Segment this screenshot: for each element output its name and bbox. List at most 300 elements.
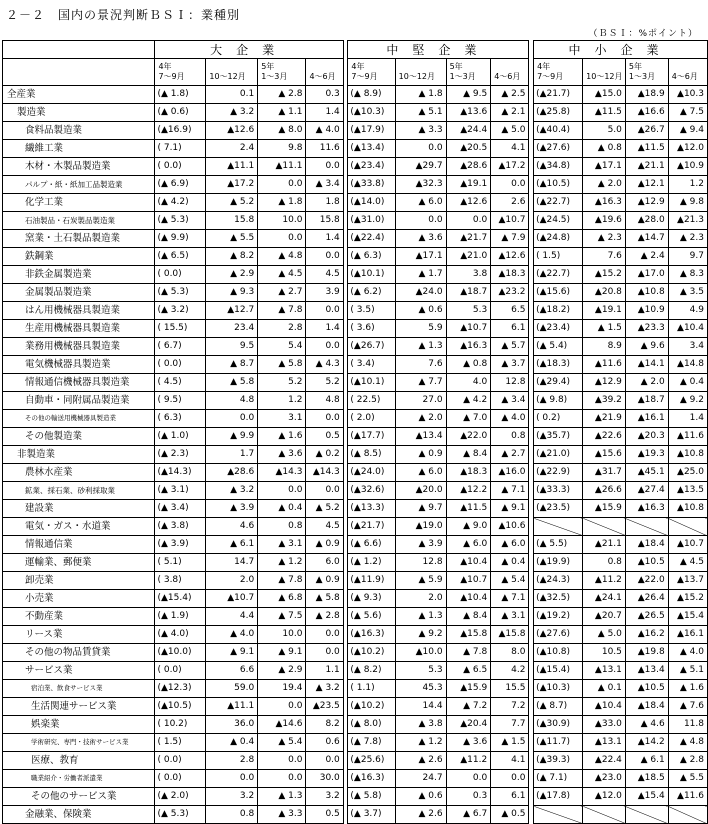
bsi-value: (▲10.2) (348, 644, 395, 662)
bsi-value: 0.0 (446, 770, 491, 788)
bsi-value: ▲ 5.5 (668, 770, 707, 788)
bsi-value: ▲ 9.8 (668, 194, 707, 212)
bsi-value: (▲24.3) (534, 572, 583, 590)
bsi-value: ▲10.7 (446, 320, 491, 338)
bsi-value: ▲14.7 (625, 230, 668, 248)
bsi-value: ▲ 1.3 (395, 608, 446, 626)
bsi-value: ▲ 5.1 (395, 104, 446, 122)
bsi-value: ▲ 5.2 (206, 194, 258, 212)
bsi-value: ▲15.9 (446, 680, 491, 698)
bsi-value: (▲33.3) (534, 482, 583, 500)
bsi-value: ▲ 0.4 (258, 500, 306, 518)
bsi-value: ▲18.5 (625, 770, 668, 788)
bsi-value: ▲19.6 (583, 212, 626, 230)
bsi-value: ▲24.0 (395, 284, 446, 302)
table-row (3, 500, 708, 518)
bsi-value (668, 518, 707, 536)
bsi-value: ( 0.0) (155, 356, 206, 374)
corner-cell (3, 41, 155, 59)
bsi-value: ▲ 3.3 (395, 122, 446, 140)
bsi-value: (▲10.1) (348, 266, 395, 284)
bsi-value: ▲31.7 (583, 464, 626, 482)
industry-name: 化学工業 (3, 194, 155, 212)
bsi-value: 1.4 (668, 410, 707, 428)
industry-name: 生産用機械器具製造業 (3, 320, 155, 338)
bsi-value: 6.6 (206, 662, 258, 680)
bsi-value: 1.2 (258, 392, 306, 410)
bsi-value: 7.2 (491, 698, 529, 716)
bsi-value: 30.0 (306, 770, 343, 788)
bsi-value: ▲20.3 (625, 428, 668, 446)
bsi-value: (▲ 7.8) (348, 734, 395, 752)
bsi-value: (▲ 3.8) (155, 518, 206, 536)
bsi-value: ▲23.5 (306, 698, 343, 716)
bsi-value: ▲ 2.8 (668, 752, 707, 770)
bsi-value: 11.6 (306, 140, 343, 158)
bsi-value: ▲14.3 (258, 464, 306, 482)
bsi-value: ▲ 9.1 (491, 500, 529, 518)
bsi-value (583, 806, 626, 824)
group-medium: 中堅企業 (348, 41, 529, 59)
bsi-value: ▲ 4.0 (206, 626, 258, 644)
table-row (3, 284, 708, 302)
bsi-value: ▲ 5.1 (668, 662, 707, 680)
bsi-value: ▲ 6.1 (206, 536, 258, 554)
bsi-value: ▲22.4 (583, 752, 626, 770)
industry-name: 宿泊業、飲食サービス業 (3, 680, 155, 698)
bsi-value: ▲ 2.6 (395, 806, 446, 824)
bsi-value: 11.8 (668, 716, 707, 734)
bsi-value: ▲23.3 (625, 320, 668, 338)
bsi-value (534, 806, 583, 824)
bsi-value: ▲ 7.1 (491, 590, 529, 608)
table-row (3, 752, 708, 770)
bsi-value: (▲24.8) (534, 230, 583, 248)
bsi-value: (▲32.5) (534, 590, 583, 608)
bsi-value: (▲ 5.5) (534, 536, 583, 554)
bsi-value: ( 0.0) (155, 158, 206, 176)
bsi-value: ▲ 6.7 (446, 806, 491, 824)
bsi-value: ▲21.1 (625, 158, 668, 176)
bsi-value: (▲ 8.2) (348, 662, 395, 680)
bsi-value: ▲ 9.1 (206, 644, 258, 662)
bsi-value: (▲26.7) (348, 338, 395, 356)
bsi-value: ▲13.1 (583, 734, 626, 752)
bsi-value: ▲17.0 (625, 266, 668, 284)
bsi-value: 0.0 (395, 140, 446, 158)
bsi-value: ▲ 9.2 (668, 392, 707, 410)
bsi-value: ▲ 2.7 (491, 446, 529, 464)
bsi-value: ▲12.2 (446, 482, 491, 500)
bsi-value: ▲ 8.7 (206, 356, 258, 374)
industry-name: リース業 (3, 626, 155, 644)
bsi-value: 0.0 (306, 248, 343, 266)
industry-name: はん用機械器具製造業 (3, 302, 155, 320)
bsi-value: ▲ 3.3 (258, 806, 306, 824)
period-header: 5年 1～3月 (446, 59, 491, 86)
bsi-value (534, 518, 583, 536)
bsi-value: 1.4 (306, 230, 343, 248)
bsi-value: (▲27.6) (534, 626, 583, 644)
bsi-value: 3.1 (258, 410, 306, 428)
bsi-value: ▲12.6 (446, 194, 491, 212)
bsi-value: (▲ 5.8) (348, 788, 395, 806)
bsi-value: ▲ 4.8 (258, 248, 306, 266)
bsi-value: ▲20.5 (446, 140, 491, 158)
bsi-value: 7.6 (583, 248, 626, 266)
bsi-value: (▲10.1) (348, 374, 395, 392)
bsi-value: ▲13.7 (668, 572, 707, 590)
bsi-value: ▲11.5 (583, 104, 626, 122)
bsi-value: 9.7 (668, 248, 707, 266)
bsi-value: ▲13.1 (583, 662, 626, 680)
bsi-value: ▲ 5.4 (491, 572, 529, 590)
bsi-value: ▲ 9.7 (395, 500, 446, 518)
bsi-value: ▲10.8 (668, 500, 707, 518)
industry-name: 卸売業 (3, 572, 155, 590)
bsi-value: ▲ 8.4 (446, 608, 491, 626)
bsi-value: 0.0 (306, 158, 343, 176)
bsi-value: (▲ 3.4) (155, 500, 206, 518)
period-header: 4～6月 (668, 59, 707, 86)
bsi-value: (▲ 8.7) (534, 698, 583, 716)
bsi-value: (▲35.7) (534, 428, 583, 446)
bsi-value (625, 518, 668, 536)
industry-name: 非製造業 (3, 446, 155, 464)
bsi-value: ▲12.0 (583, 788, 626, 806)
bsi-value: ▲ 3.6 (446, 734, 491, 752)
bsi-value: ▲21.0 (446, 248, 491, 266)
bsi-value: 14.4 (395, 698, 446, 716)
bsi-value: ▲ 7.2 (446, 698, 491, 716)
bsi-value: ▲ 8.2 (206, 248, 258, 266)
bsi-value: ( 3.6) (348, 320, 395, 338)
bsi-value: 2.4 (206, 140, 258, 158)
bsi-value: ▲ 2.9 (258, 662, 306, 680)
table-row (3, 590, 708, 608)
bsi-value: ▲10.4 (446, 590, 491, 608)
bsi-value: 0.0 (258, 752, 306, 770)
bsi-value: ( 4.5) (155, 374, 206, 392)
table-row (3, 662, 708, 680)
bsi-value: (▲10.8) (534, 644, 583, 662)
bsi-value: ▲21.3 (668, 212, 707, 230)
industry-name: サービス業 (3, 662, 155, 680)
bsi-value: (▲15.4) (534, 662, 583, 680)
bsi-value: ▲28.0 (625, 212, 668, 230)
table-row (3, 572, 708, 590)
bsi-value: 0.0 (306, 410, 343, 428)
bsi-value: (▲23.4) (348, 158, 395, 176)
period-header: 5年 1～3月 (258, 59, 306, 86)
table-row (3, 176, 708, 194)
bsi-value: ▲14.6 (258, 716, 306, 734)
bsi-value: 0.0 (306, 482, 343, 500)
bsi-value: ▲ 2.5 (491, 86, 529, 104)
bsi-value: (▲24.5) (534, 212, 583, 230)
bsi-value: ▲26.5 (625, 608, 668, 626)
bsi-value: ▲10.9 (668, 158, 707, 176)
bsi-value: (▲12.3) (155, 680, 206, 698)
bsi-value: 4.5 (306, 266, 343, 284)
bsi-value: ▲ 2.0 (583, 176, 626, 194)
bsi-value: (▲ 9.8) (534, 392, 583, 410)
bsi-value: (▲10.5) (534, 176, 583, 194)
bsi-value: 1.8 (306, 194, 343, 212)
bsi-value: ▲10.8 (625, 284, 668, 302)
bsi-value: ▲ 2.3 (583, 230, 626, 248)
bsi-value: ▲ 1.5 (491, 734, 529, 752)
bsi-value: ▲ 2.0 (395, 410, 446, 428)
bsi-value: ▲32.3 (395, 176, 446, 194)
bsi-value: 23.4 (206, 320, 258, 338)
bsi-value: ▲ 7.0 (446, 410, 491, 428)
bsi-value: (▲ 7.1) (534, 770, 583, 788)
bsi-value: ▲15.4 (625, 788, 668, 806)
bsi-value: ▲28.6 (206, 464, 258, 482)
bsi-value: ▲ 3.8 (395, 716, 446, 734)
table-row (3, 374, 708, 392)
bsi-value: ▲24.1 (583, 590, 626, 608)
bsi-value: (▲23.4) (534, 320, 583, 338)
bsi-value: ▲33.0 (583, 716, 626, 734)
bsi-value: ▲19.1 (583, 302, 626, 320)
bsi-value: ▲ 7.6 (668, 698, 707, 716)
bsi-value: 0.0 (306, 302, 343, 320)
bsi-value: 9.8 (258, 140, 306, 158)
bsi-value: (▲ 5.6) (348, 608, 395, 626)
bsi-value: ▲ 6.1 (625, 752, 668, 770)
bsi-value: 3.2 (306, 788, 343, 806)
bsi-value: ▲39.2 (583, 392, 626, 410)
bsi-value: ▲26.7 (625, 122, 668, 140)
industry-name: 医療、教育 (3, 752, 155, 770)
bsi-value: ▲ 9.2 (395, 626, 446, 644)
bsi-value: ▲ 5.8 (258, 356, 306, 374)
bsi-value: 6.1 (491, 788, 529, 806)
bsi-value: ▲ 8.3 (668, 266, 707, 284)
industry-name: 窯業・土石製品製造業 (3, 230, 155, 248)
bsi-value: ▲11.2 (583, 572, 626, 590)
bsi-value: ▲16.3 (446, 338, 491, 356)
bsi-value: ▲ 0.5 (491, 806, 529, 824)
bsi-value: (▲13.4) (348, 140, 395, 158)
bsi-value: 36.0 (206, 716, 258, 734)
industry-name: 小売業 (3, 590, 155, 608)
bsi-value: (▲ 1.0) (155, 428, 206, 446)
bsi-value: (▲18.2) (534, 302, 583, 320)
bsi-value: ▲ 6.8 (258, 590, 306, 608)
bsi-value (583, 518, 626, 536)
table-row (3, 104, 708, 122)
bsi-value: ▲19.1 (446, 176, 491, 194)
bsi-value: 0.5 (306, 428, 343, 446)
bsi-value: 10.5 (583, 644, 626, 662)
bsi-value: ▲ 0.8 (583, 140, 626, 158)
bsi-value: (▲25.8) (534, 104, 583, 122)
table-row (3, 140, 708, 158)
bsi-value: 5.2 (258, 374, 306, 392)
bsi-value: 12.8 (395, 554, 446, 572)
bsi-value: (▲ 3.7) (348, 806, 395, 824)
bsi-value: ▲11.1 (206, 698, 258, 716)
bsi-value: ▲ 7.1 (491, 482, 529, 500)
bsi-value: ▲ 2.8 (258, 86, 306, 104)
bsi-value: ▲10.9 (625, 302, 668, 320)
bsi-value: (▲17.9) (348, 122, 395, 140)
bsi-value: (▲21.7) (348, 518, 395, 536)
period-header: 4～6月 (306, 59, 343, 86)
table-row (3, 482, 708, 500)
period-header: 4年 7～9月 (155, 59, 206, 86)
bsi-value: 3.4 (668, 338, 707, 356)
bsi-value: ▲17.2 (206, 176, 258, 194)
industry-name: 全産業 (3, 86, 155, 104)
bsi-value: 0.0 (306, 644, 343, 662)
bsi-value: ( 3.5) (348, 302, 395, 320)
bsi-value: 0.0 (306, 752, 343, 770)
bsi-value: (▲ 0.6) (155, 104, 206, 122)
bsi-value: (▲13.3) (348, 500, 395, 518)
bsi-value: 15.8 (306, 212, 343, 230)
bsi-value: ▲20.4 (446, 716, 491, 734)
bsi-value: 3.2 (206, 788, 258, 806)
bsi-value: ▲16.3 (625, 500, 668, 518)
bsi-value: ▲ 9.1 (258, 644, 306, 662)
bsi-value: ( 2.0) (348, 410, 395, 428)
bsi-value: 0.0 (491, 176, 529, 194)
bsi-value: 2.0 (395, 590, 446, 608)
bsi-value: ▲13.4 (395, 428, 446, 446)
bsi-value: ▲ 0.6 (395, 788, 446, 806)
industry-name: 食料品製造業 (3, 122, 155, 140)
bsi-value: 2.8 (258, 320, 306, 338)
bsi-value: 8.0 (491, 644, 529, 662)
bsi-value: (▲10.0) (155, 644, 206, 662)
bsi-value: 0.0 (258, 770, 306, 788)
bsi-value: 7.7 (491, 716, 529, 734)
industry-name: 不動産業 (3, 608, 155, 626)
bsi-value: ▲ 2.1 (491, 104, 529, 122)
bsi-value: ▲10.7 (491, 212, 529, 230)
table-row (3, 464, 708, 482)
bsi-value: ▲16.2 (625, 626, 668, 644)
bsi-value: ▲22.0 (446, 428, 491, 446)
bsi-value: ( 22.5) (348, 392, 395, 410)
industry-name: 情報通信機械器具製造業 (3, 374, 155, 392)
bsi-value: (▲14.3) (155, 464, 206, 482)
table-row (3, 86, 708, 104)
bsi-value: 10.0 (258, 212, 306, 230)
bsi-value: ▲10.4 (583, 698, 626, 716)
bsi-value: ▲20.7 (583, 608, 626, 626)
bsi-value: (▲23.5) (534, 500, 583, 518)
bsi-value: ▲27.4 (625, 482, 668, 500)
bsi-value: ( 1.1) (348, 680, 395, 698)
bsi-value: ▲ 2.9 (206, 266, 258, 284)
table-row (3, 734, 708, 752)
bsi-value: 10.0 (258, 626, 306, 644)
bsi-value: ▲13.5 (668, 482, 707, 500)
bsi-value: ▲16.6 (625, 104, 668, 122)
table-row (3, 608, 708, 626)
bsi-value: ▲ 0.8 (446, 356, 491, 374)
table-row (3, 122, 708, 140)
table-row (3, 266, 708, 284)
bsi-value: ▲ 5.2 (306, 500, 343, 518)
bsi-value: ▲ 0.2 (306, 446, 343, 464)
table-row (3, 392, 708, 410)
bsi-value: ▲ 5.4 (258, 734, 306, 752)
bsi-value: 5.0 (583, 122, 626, 140)
bsi-value: (▲40.4) (534, 122, 583, 140)
bsi-value: (▲24.0) (348, 464, 395, 482)
bsi-value: (▲10.2) (348, 698, 395, 716)
bsi-value: (▲ 8.9) (348, 86, 395, 104)
bsi-value: ▲14.3 (306, 464, 343, 482)
bsi-value: ▲11.5 (446, 500, 491, 518)
bsi-value: 24.7 (395, 770, 446, 788)
bsi-value: ▲ 1.2 (258, 554, 306, 572)
bsi-value: 7.6 (395, 356, 446, 374)
bsi-value: 9.5 (206, 338, 258, 356)
bsi-value: (▲15.4) (155, 590, 206, 608)
period-header: 10～12月 (583, 59, 626, 86)
bsi-value: ▲18.9 (625, 86, 668, 104)
table-row (3, 644, 708, 662)
bsi-value: (▲17.7) (348, 428, 395, 446)
bsi-value: (▲16.9) (155, 122, 206, 140)
bsi-value: 0.0 (446, 212, 491, 230)
bsi-value: ▲ 3.6 (395, 230, 446, 248)
bsi-value: (▲10.5) (155, 698, 206, 716)
industry-name: パルプ・紙・紙加工品製造業 (3, 176, 155, 194)
bsi-value: ▲14.1 (625, 356, 668, 374)
bsi-value: ▲18.3 (491, 266, 529, 284)
bsi-value: (▲30.9) (534, 716, 583, 734)
table-row (3, 446, 708, 464)
bsi-value: ▲ 9.6 (625, 338, 668, 356)
bsi-value: ▲ 3.4 (306, 176, 343, 194)
industry-name: 非鉄金属製造業 (3, 266, 155, 284)
bsi-value: ▲ 6.0 (395, 194, 446, 212)
industry-name: 製造業 (3, 104, 155, 122)
bsi-value: ( 6.7) (155, 338, 206, 356)
bsi-value: (▲ 1.8) (155, 86, 206, 104)
bsi-value: 0.3 (446, 788, 491, 806)
bsi-value: ▲ 6.0 (446, 536, 491, 554)
industry-name: 職業紹介・労働者派遣業 (3, 770, 155, 788)
bsi-value: ( 0.2) (534, 410, 583, 428)
bsi-value: ▲ 3.7 (491, 356, 529, 374)
bsi-value: ▲10.7 (668, 536, 707, 554)
table-row (3, 788, 708, 806)
bsi-value: (▲34.8) (534, 158, 583, 176)
bsi-value: ▲ 4.8 (668, 734, 707, 752)
bsi-value: 15.8 (206, 212, 258, 230)
industry-name: 自動車・同附属品製造業 (3, 392, 155, 410)
bsi-value: ▲15.2 (583, 266, 626, 284)
bsi-value: (▲25.6) (348, 752, 395, 770)
bsi-value: (▲ 5.4) (534, 338, 583, 356)
bsi-value: ▲20.0 (395, 482, 446, 500)
bsi-value: (▲22.7) (534, 266, 583, 284)
bsi-value: ▲16.3 (583, 194, 626, 212)
bsi-value: 14.7 (206, 554, 258, 572)
bsi-value: ▲ 7.8 (258, 572, 306, 590)
bsi-value: (▲29.4) (534, 374, 583, 392)
bsi-value: ( 6.3) (155, 410, 206, 428)
